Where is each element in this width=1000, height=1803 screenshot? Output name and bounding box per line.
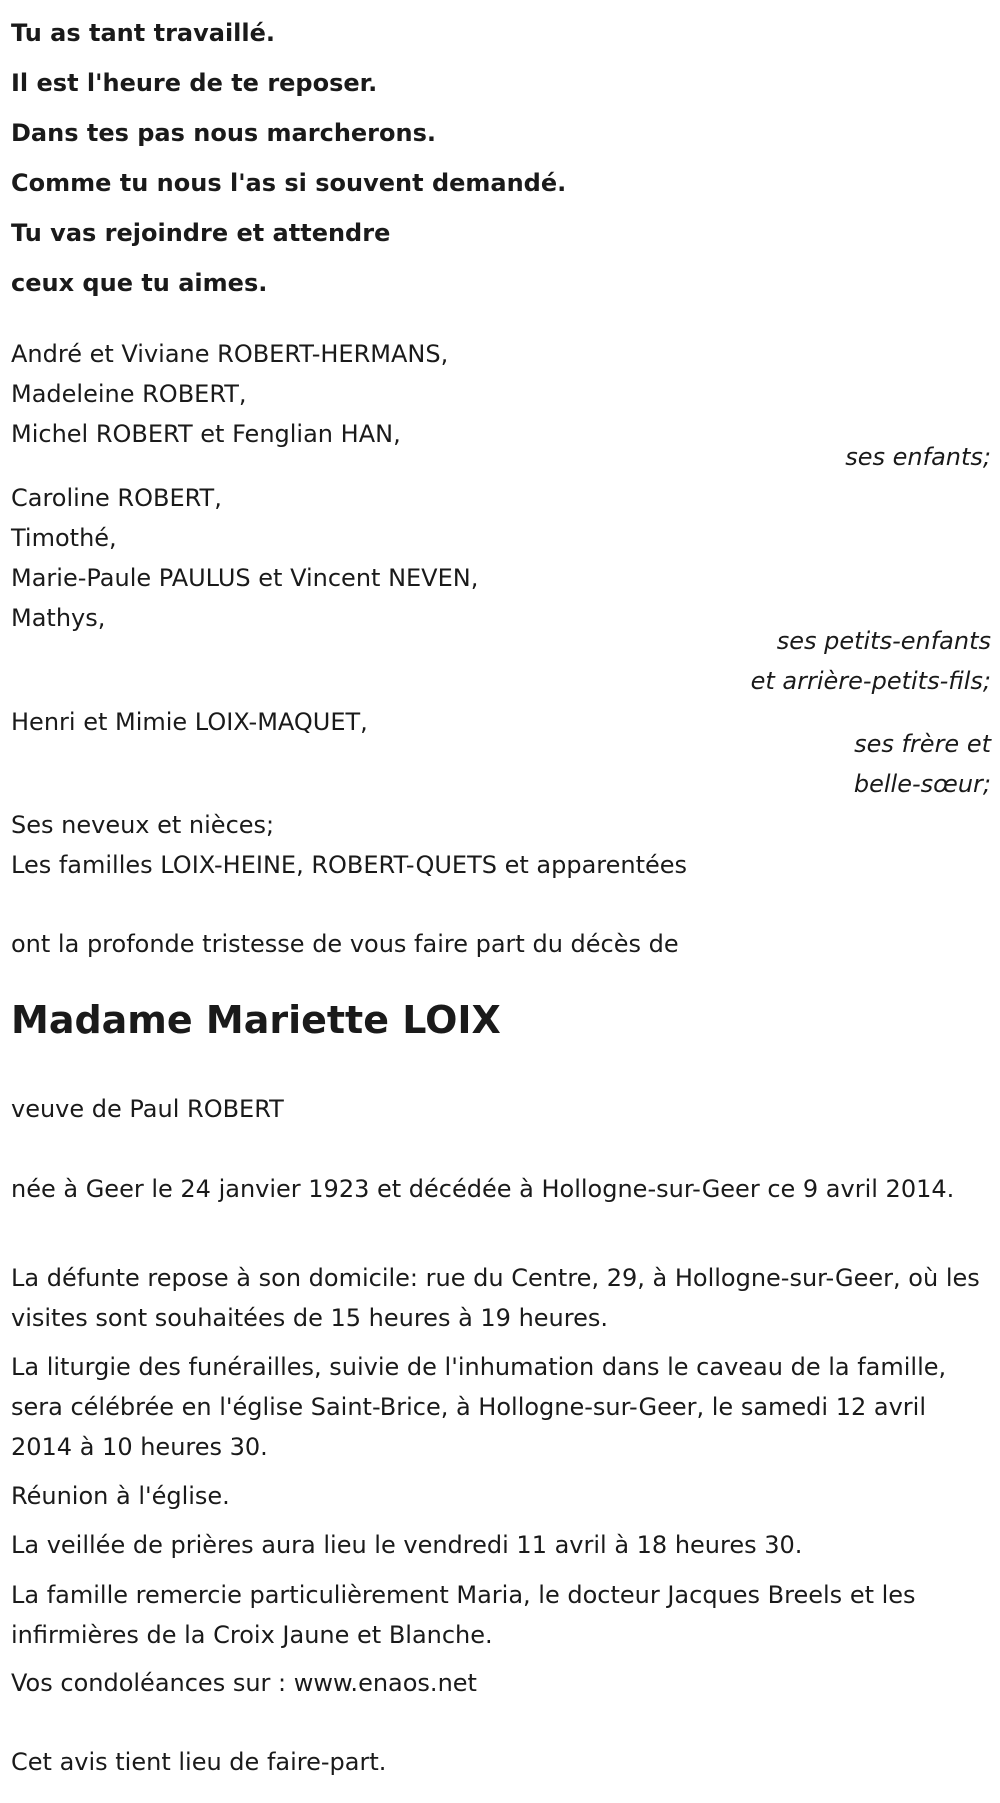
deceased-name: Madame Mariette LOIX xyxy=(11,998,501,1042)
other-relatives xyxy=(11,805,991,885)
family-name-line: Michel ROBERT et Fenglian HAN, xyxy=(11,420,401,448)
poem-line: Tu vas rejoindre et attendre xyxy=(11,219,391,247)
widow-of xyxy=(11,1089,991,1129)
announcement-text: ont la profonde tristesse de vous faire part du décès de xyxy=(11,930,679,958)
siblings-list xyxy=(11,702,991,742)
family-name-line: Henri et Mimie LOIX-MAQUET, xyxy=(11,708,368,736)
family-name-line: Timothé, xyxy=(11,524,117,552)
role-line: ses petits-enfants xyxy=(776,627,991,655)
closing-note: Cet avis tient lieu de faire-part. xyxy=(11,1748,387,1776)
family-name-line: Madeleine ROBERT, xyxy=(11,380,247,408)
poem-line: ceux que tu aimes. xyxy=(11,269,268,297)
family-name-line: André et Viviane ROBERT-HERMANS, xyxy=(11,340,449,368)
thanks-paragraph: La famille remercie particulièrement Maria, le docteur Jacques Breels et les infirmières de la Croix Jaune et Blanche. xyxy=(11,1581,916,1649)
visitation-paragraph: La défunte repose à son domicile: rue du Centre, 29, à Hollogne-sur-Geer, où les visites sont souhaitées de 15 heures à 19 heures. xyxy=(11,1264,980,1332)
grandchildren-list xyxy=(11,478,991,638)
grandchildren-role xyxy=(751,621,991,701)
announcement xyxy=(11,924,991,964)
relatives-line: Les familles LOIX-HEINE, ROBERT-QUETS et apparentées xyxy=(11,851,688,879)
family-name-line: Marie-Paule PAULUS et Vincent NEVEN, xyxy=(11,564,479,592)
children-list xyxy=(11,334,991,454)
poem-line: Comme tu nous l'as si souvent demandé. xyxy=(11,169,567,197)
poem xyxy=(11,8,566,308)
children-role: ses enfants; xyxy=(845,443,991,471)
family-name-line: Mathys, xyxy=(11,604,106,632)
widow-of-text: veuve de Paul ROBERT xyxy=(11,1095,284,1123)
condolences-paragraph: Vos condoléances sur : www.enaos.net xyxy=(11,1669,477,1697)
family-name-line: Caroline ROBERT, xyxy=(11,484,222,512)
birth-death-paragraph: née à Geer le 24 janvier 1923 et décédée à Hollogne-sur-Geer ce 9 avril 2014. xyxy=(11,1175,955,1203)
vigil-paragraph: La veillée de prières aura lieu le vendredi 11 avril à 18 heures 30. xyxy=(11,1531,803,1559)
poem-line: Il est l'heure de te reposer. xyxy=(11,69,378,97)
poem-line: Dans tes pas nous marcherons. xyxy=(11,119,436,147)
poem-line: Tu as tant travaillé. xyxy=(11,19,276,47)
funeral-paragraph: La liturgie des funérailles, suivie de l'inhumation dans le caveau de la famille, sera célébrée en l'église Saint-Brice, à Hollogne-sur-Geer, le samedi 12 avril 2014 à 10 heures 30. xyxy=(11,1353,947,1461)
meeting-paragraph: Réunion à l'église. xyxy=(11,1482,230,1510)
role-line: ses frère et xyxy=(854,730,991,758)
role-line: et arrière-petits-fils; xyxy=(750,667,991,695)
role-line: belle-sœur; xyxy=(853,770,991,798)
siblings-role xyxy=(854,724,991,804)
relatives-line: Ses neveux et nièces; xyxy=(11,811,275,839)
